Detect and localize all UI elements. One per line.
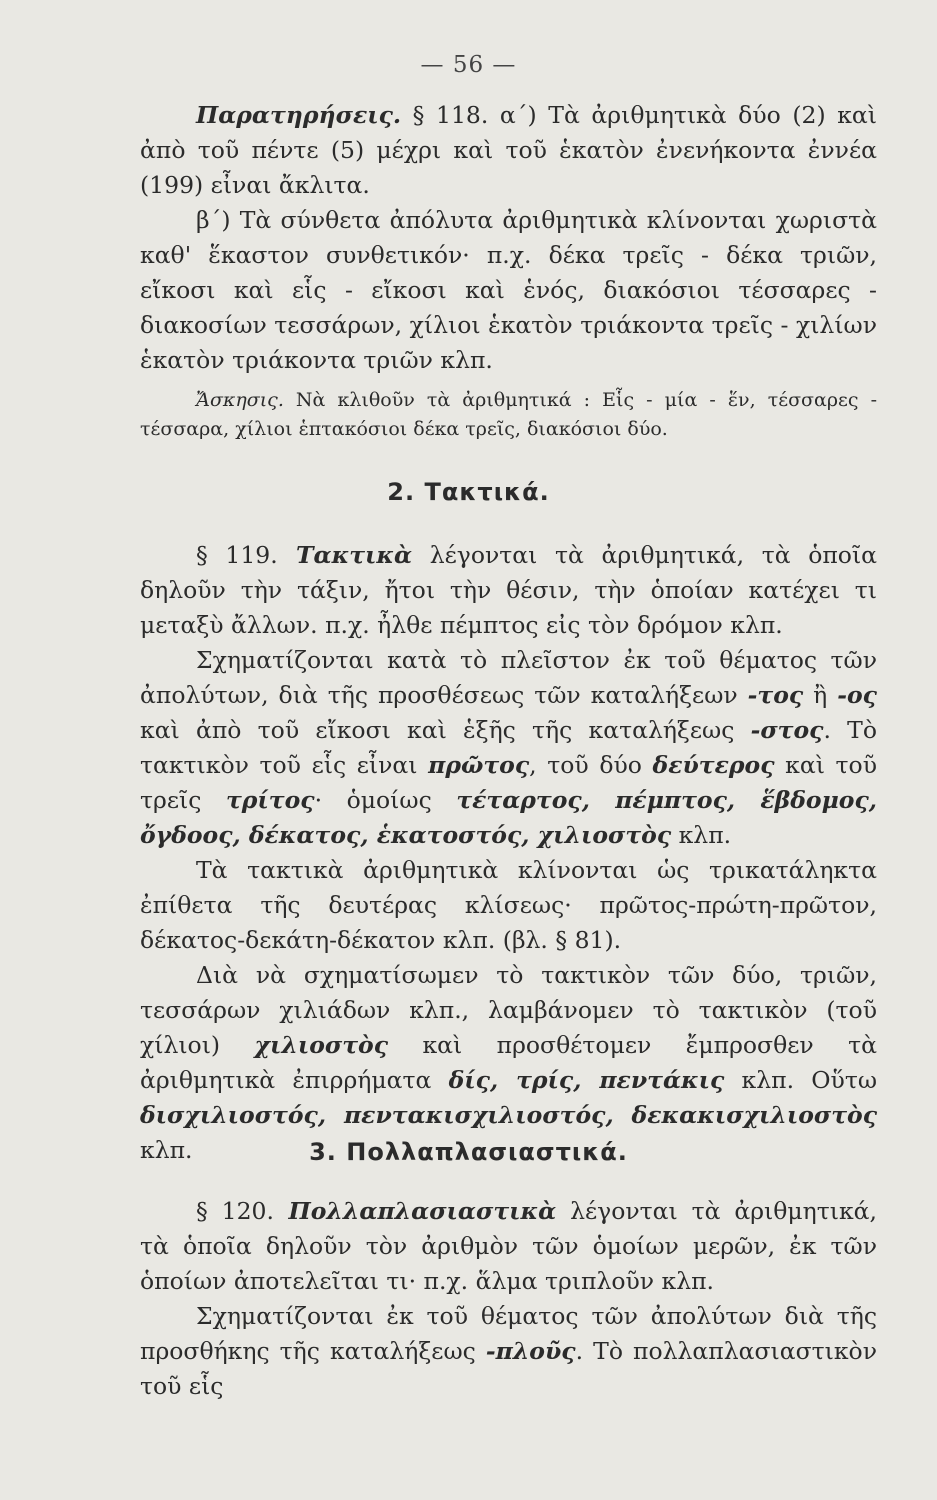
text-119-2e: , τοῦ δύο [529, 751, 653, 779]
paragraph-119-1 [0, 538, 937, 643]
paragraph-119-2 [0, 643, 937, 853]
word-protos: πρῶτος [428, 751, 530, 779]
heading-multiplicatives: 3. Πολλαπλασιαστικά. [309, 1138, 628, 1166]
text-119-4b: καὶ προσθέτομεν ἔμπροσθεν τὰ ἀριθμητικὰ ἐπιρρήματα [140, 1031, 877, 1094]
text-119-4c: κλπ. Οὕτω [724, 1066, 877, 1094]
word-list-ordinals: τέταρτος, πέμπτος, ἕβδομος, ὄγδοος, δέκατος, ἑκατοστός, χιλιοστὸς [140, 786, 877, 849]
section-119 [0, 538, 937, 1168]
word-chiliostos: χιλιοστὸς [254, 1031, 389, 1059]
text-119-2g: · ὁμοίως [314, 786, 457, 814]
section-120 [0, 1194, 937, 1404]
suffix-tos: -τος [747, 681, 804, 709]
word-tritos: τρίτος [225, 786, 315, 814]
section-number-119: § 119. [196, 541, 278, 569]
text-119-2a: Σχηματίζονται κατὰ τὸ πλεῖστον ἐκ τοῦ θέματος τῶν ἀπολύτων, διὰ τῆς προσθέσεως τῶν καταλήξεων [140, 646, 877, 709]
text-119-2f: καὶ τοῦ τρεῖς [140, 751, 877, 814]
text-119-4d: κλπ. [140, 1136, 193, 1164]
suffix-os: -ος [837, 681, 877, 709]
paragraph-120-1 [0, 1194, 937, 1299]
text-120-1: λέγονται τὰ ἀριθμητικά, τὰ ὁποῖα δηλοῦν τὸν ἀριθμὸν τῶν ὁμοίων μερῶν, ἐκ τῶν ὁποίων ἀποτελεῖται τι· π.χ. ἅλμα τριπλοῦν κλπ. [140, 1197, 877, 1295]
suffix-plous: -πλοῦς [485, 1337, 576, 1365]
section-118 [0, 98, 937, 444]
heading-ordinals: 2. Τακτικά. [387, 478, 550, 506]
term-ordinals: Τακτικὰ [277, 541, 413, 569]
page-number: — 56 — [420, 52, 517, 78]
exercise-label: Ἄσκησις. [196, 389, 284, 411]
suffix-stos: -στος [750, 716, 824, 744]
text-119-2d: . Τὸ τακτικὸν τοῦ εἷς εἶναι [140, 716, 878, 779]
text-120-2a: Σχηματίζονται ἐκ τοῦ θέματος τῶν ἀπολύτων διὰ τῆς προσθήκης τῆς καταλήξεως [140, 1302, 877, 1365]
text-119-2h: κλπ. [671, 821, 732, 849]
word-defteros: δεύτερος [652, 751, 775, 779]
text-118-a: § 118. α΄) Τὰ ἀριθμητικὰ δύο (2) καὶ ἀπὸ τοῦ πέντε (5) μέχρι καὶ τοῦ ἑκατὸν ἐνενήκοντα ἐννέα (199) εἶναι ἄκλιτα. [140, 101, 877, 199]
text-119-1: λέγονται τὰ ἀριθμητικά, τὰ ὁποῖα δηλοῦν τὴν τάξιν, ἤτοι τὴν θέσιν, τὴν ὁποίαν κατέχει τι μεταξὺ ἄλλων. π.χ. ἦλθε πέμπτος εἰς τὸν δρόμον κλπ. [140, 541, 878, 639]
text-119-2b: ἢ [803, 681, 838, 709]
paragraph-118-a [0, 98, 937, 203]
paragraph-119-4 [0, 958, 937, 1168]
paragraph-118-b: β΄) Τὰ σύνθετα ἀπόλυτα ἀριθμητικὰ κλίνονται χωριστὰ καθ' ἕκαστον συνθετικόν· π.χ. δέκα τρεῖς - δέκα τριῶν, εἴκοσι καὶ εἷς - εἴκοσι καὶ ἑνός, διακόσιοι τέσσαρες - διακοσίων τεσσάρων, χίλιοι ἑκατὸν τριάκοντα τρεῖς - χιλίων ἑκατὸν τριάκοντα τριῶν κλπ. [140, 206, 877, 374]
paragraph-120-2 [0, 1299, 937, 1404]
section-number-120: § 120. [196, 1197, 274, 1225]
exercise-text: Νὰ κλιθοῦν τὰ ἀριθμητικά : Εἷς - μία - ἕν, τέσσαρες - τέσσαρα, χίλιοι ἑπτακόσιοι δέκα τρεῖς, διακόσιοι δύο. [140, 389, 877, 440]
term-multiplicatives: Πολλαπλασιαστικὰ [273, 1197, 557, 1225]
paragraph-119-3: Τὰ τακτικὰ ἀριθμητικὰ κλίνονται ὡς τρικατάληκτα ἐπίθετα τῆς δευτέρας κλίσεως· πρῶτος-πρώτη-πρῶτον, δέκατος-δεκάτη-δέκατον κλπ. (βλ. § 81). [140, 856, 877, 954]
word-adverbs: δίς, τρίς, πεντάκις [448, 1066, 725, 1094]
word-compound-ordinals: δισχιλιοστός, πεντακισχιλιοστός, δεκακισχιλιοστὸς [140, 1101, 877, 1129]
exercise-paragraph [0, 386, 937, 444]
remarks-label: Παρατηρήσεις. [196, 101, 402, 129]
text-119-2c: καὶ ἀπὸ τοῦ εἴκοσι καὶ ἑξῆς τῆς καταλήξεως [140, 716, 751, 744]
text-120-2b: . Τὸ πολλαπλασιαστικὸν τοῦ εἷς [140, 1337, 877, 1400]
text-119-4a: Διὰ νὰ σχηματίσωμεν τὸ τακτικὸν τῶν δύο, τριῶν, τεσσάρων χιλιάδων κλπ., λαμβάνομεν τὸ τακτικὸν (τοῦ χίλιοι) [140, 961, 877, 1059]
